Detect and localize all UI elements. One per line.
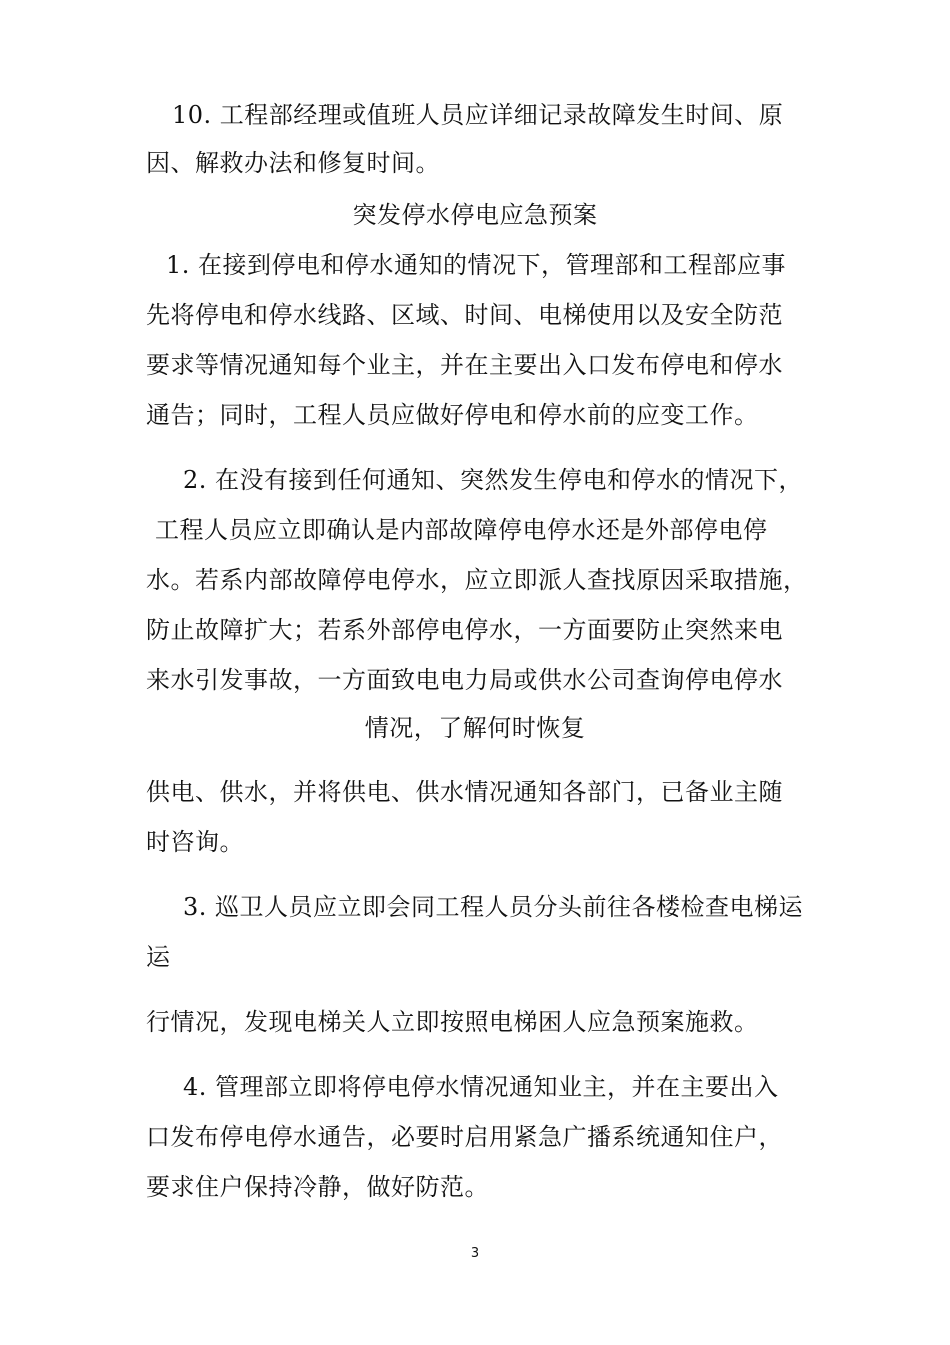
text-line-14: 供电、供水，并将供电、供水情况通知各部门，已备业主随	[146, 778, 783, 806]
text-line-16: 3. 巡卫人员应立即会同工程人员分头前往各楼检查电梯运	[183, 893, 804, 921]
section-heading: 突发停水停电应急预案	[352, 201, 598, 229]
text-line-20: 口发布停电停水通告，必要时启用紧急广播系统通知住户，	[146, 1123, 783, 1151]
text-line-9: 工程人员应立即确认是内部故障停电停水还是外部停电停	[155, 516, 768, 544]
page-number: 3	[470, 1246, 480, 1261]
text-line-21: 要求住户保持冷静，做好防范。	[146, 1173, 489, 1201]
text-line-6: 要求等情况通知每个业主，并在主要出入口发布停电和停水	[146, 351, 783, 379]
text-line-17: 运	[146, 943, 171, 971]
text-line-4: 1. 在接到停电和停水通知的情况下，管理部和工程部应事	[166, 251, 787, 279]
text-line-2: 因、解救办法和修复时间。	[146, 149, 440, 177]
text-line-18: 行情况，发现电梯关人立即按照电梯困人应急预案施救。	[146, 1008, 759, 1036]
text-line-5: 先将停电和停水线路、区域、时间、电梯使用以及安全防范	[146, 301, 783, 329]
text-line-15: 时咨询。	[146, 828, 244, 856]
text-line-19: 4. 管理部立即将停电停水情况通知业主，并在主要出入	[183, 1073, 779, 1101]
text-line-1: 10. 工程部经理或值班人员应详细记录故障发生时间、原	[172, 101, 784, 129]
text-line-8: 2. 在没有接到任何通知、突然发生停电和停水的情况下，	[183, 466, 804, 494]
text-line-13: 情况，了解何时恢复	[364, 714, 586, 742]
text-line-11: 防止故障扩大；若系外部停电停水，一方面要防止突然来电	[146, 616, 783, 644]
text-line-12: 来水引发事故，一方面致电电力局或供水公司查询停电停水	[146, 666, 783, 694]
text-line-7: 通告；同时，工程人员应做好停电和停水前的应变工作。	[146, 401, 759, 429]
text-line-10: 水。若系内部故障停电停水，应立即派人查找原因采取措施，	[146, 566, 808, 594]
